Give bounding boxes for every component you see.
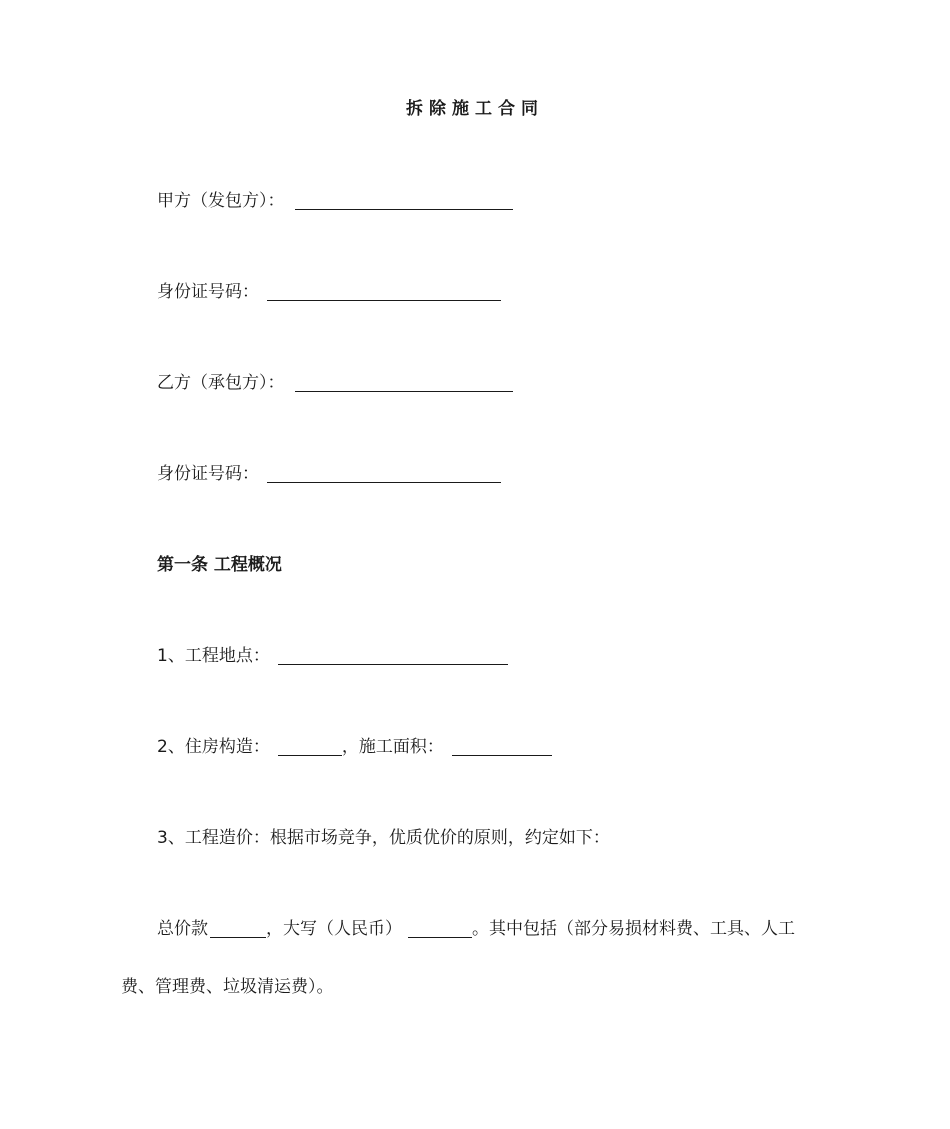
party-b-id-line (157, 462, 501, 486)
party-b-id-label: 身份证号码： (157, 464, 259, 484)
price-label: 总价款 (157, 919, 208, 939)
item-2-mid: ，施工面积： (341, 737, 444, 757)
price-paragraph (121, 917, 836, 999)
house-structure-blank[interactable] (278, 737, 342, 756)
item-2-label: 2、住房构造： (157, 737, 270, 757)
party-a-line (157, 189, 513, 213)
construction-area-blank[interactable] (452, 737, 552, 756)
price-tail-line-2: 费、管理费、垃圾清运费）。 (121, 977, 334, 997)
article-1-heading-text: 第一条 工程概况 (157, 555, 282, 575)
party-b-blank[interactable] (295, 373, 513, 392)
party-a-id-blank[interactable] (267, 282, 501, 301)
item-1-line (157, 644, 508, 668)
item-2-line (157, 735, 552, 759)
price-tail-line-1: 。其中包括（部分易损材料费、工具、人工 (472, 919, 795, 939)
price-paragraph-line-2 (121, 975, 836, 999)
total-price-blank[interactable] (210, 919, 266, 938)
item-3-line (157, 826, 610, 850)
site-location-blank[interactable] (278, 646, 508, 665)
party-a-id-line (157, 280, 501, 304)
party-a-label: 甲方（发包方）： (157, 191, 285, 211)
party-a-id-label: 身份证号码： (157, 282, 259, 302)
price-mid: ，大写（人民币） (266, 919, 402, 939)
party-b-line (157, 371, 513, 395)
item-3-text: 3、工程造价：根据市场竞争，优质优价的原则，约定如下： (157, 828, 610, 848)
party-a-blank[interactable] (295, 191, 513, 210)
article-1-heading (157, 553, 282, 577)
price-in-words-blank[interactable] (408, 919, 472, 938)
party-b-label: 乙方（承包方）： (157, 373, 285, 393)
price-paragraph-line-1 (121, 917, 836, 941)
item-1-label: 1、工程地点： (157, 646, 270, 666)
party-b-id-blank[interactable] (267, 464, 501, 483)
document-title: 拆除施工合同 (406, 99, 544, 119)
